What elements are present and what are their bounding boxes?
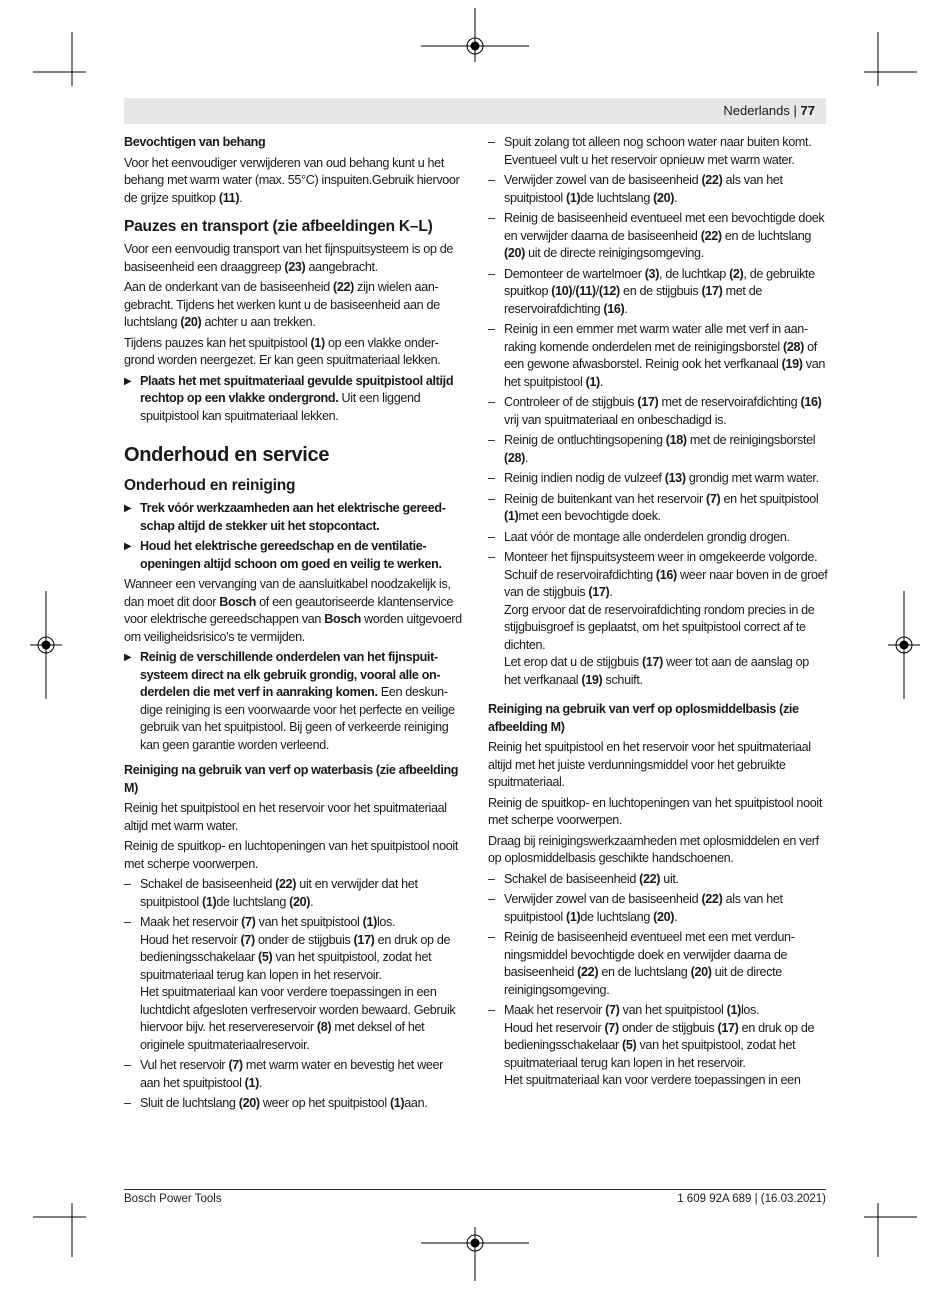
heading-behang: Bevochtigen van behang xyxy=(124,135,266,149)
list-item: – Verwijder zowel van de basiseenheid (22) als van het spuitpistool (1)de luchtslang (20). xyxy=(488,173,783,205)
heading-waterbasis: Reiniging na gebruik van verf op waterbasis (zie afbeelding M) xyxy=(124,763,459,795)
heading-oplosmiddelbasis: Reiniging na gebruik van verf op oplosmiddelbasis (zie afbeelding M) xyxy=(488,702,799,734)
arrow-icon: ▶ xyxy=(124,503,132,514)
paragraph-behang: Voor het eenvoudiger verwijderen van oud behang kunt u het behang met warm water (max. 55°C) inspuiten.Gebruik hiervoor de grijze spuitkop (11). xyxy=(124,155,460,205)
list-item: – Laat vóór de montage alle onderdelen grondig drogen. xyxy=(488,529,790,544)
arrow-icon: ▶ xyxy=(124,375,132,387)
list-item: – Controleer of de stijgbuis (17) met de reservoirafdichting (16) vrij van spuitmateriaal en onbeschadigd is. xyxy=(488,395,822,427)
list-item: – Spuit zolang tot alleen nog schoon water naar buiten komt. Eventueel vult u het reservoir opnieuw met warm water. xyxy=(488,135,812,167)
footer-brand: Bosch Power Tools xyxy=(124,1193,222,1205)
heading-pauzes: Pauzes en transport (zie afbeeldingen K–L) xyxy=(124,218,433,235)
paragraph-vervanging: Wanneer een vervanging van de aansluitkabel noodzakelijk is, dan moet dit door Bosch of een geautoriseerde klantenservice voor elektrische gereedschappen van Bosch worden uitgevoerd om veiligheidsrisico's te vermijden. xyxy=(124,577,462,644)
warning-houd: ▶ Houd het elektrische gereedschap en de ventilatieopeningen altijd schoon om goed en veilig te werken. xyxy=(124,539,442,571)
list-item: – Reinig de basiseenheid eventueel met een bevochtigde doek en verwijder daarna de basiseenheid (22) en de luchtslang (20) uit de directe reinigingsomgeving. xyxy=(488,211,825,260)
list-item: – Schakel de basiseenheid (22) uit en verwijder dat het spuitpistool (1)de luchtslang (20). xyxy=(124,877,418,909)
paragraph-oplos-2: Reinig de spuitkop- en luchtopeningen van het spuitpistool nooit met scherpe voorwerpen. xyxy=(488,795,822,827)
list-item: – Maak het reservoir (7) van het spuitpistool (1)los. Houd het reservoir (7) onder de stijgbuis (17) en druk op de bedieningsschakelaar (5) van het spuitpistool, zodat het spuitmateriaal terug kan lopen in het reservoir. Het spuitmateriaal kan voor verdere toepassingen in een xyxy=(488,1003,815,1087)
list-item: – Vul het reservoir (7) met warm water en bevestig het weer aan het spuitpistool (1). xyxy=(124,1058,443,1090)
list-item: – Demonteer de wartelmoer (3), de luchtkap (2), de gebruikte spuitkop (10)/(11)/(12) en de stijgbuis (17) met de reservoirafdichting (16). xyxy=(488,266,815,316)
list-item: – Reinig indien nodig de vulzeef (13) grondig met warm water. xyxy=(488,471,819,485)
list-item: – Reinig de ontluchtingsopening (18) met de reinigingsborstel (28). xyxy=(488,433,816,465)
warning-trek: ▶ Trek vóór werkzaamheden aan het elektrische gereedschap altijd de stekker uit het stopcontact. xyxy=(124,501,446,533)
arrow-icon: ▶ xyxy=(124,652,132,663)
page-number: 77 xyxy=(800,103,815,118)
list-item: – Reinig de basiseenheid eventueel met een met verdunningsmiddel bevochtigde doek en verwijder daarna de basiseenheid (22) en de luchtslang (20) uit de directe reinigingsomgeving. xyxy=(488,930,795,997)
left-column xyxy=(124,134,464,1116)
list-item: – Sluit de luchtslang (20) weer op het spuitpistool (1)aan. xyxy=(124,1096,428,1110)
paragraph-water-2: Reinig de spuitkop- en luchtopeningen van het spuitpistool nooit met scherpe voorwerpen. xyxy=(124,839,458,871)
list-item: – Schakel de basiseenheid (22) uit. xyxy=(488,871,679,886)
warning-plaats: ▶ Plaats het met spuitmateriaal gevulde spuitpistool altijd rechtop op een vlakke ondergrond. Uit een liggend spuitpistool kan spuitmateriaal lekken. xyxy=(124,373,454,423)
header-language: Nederlands xyxy=(723,103,790,118)
heading-onderhoud-reiniging: Onderhoud en reiniging xyxy=(124,477,296,494)
list-item: – Maak het reservoir (7) van het spuitpistool (1)los. Houd het reservoir (7) onder de stijgbuis (17) en druk op de bedieningsschakelaar (5) van het spuitpistool, zodat het spuitmateriaal terug kan lopen in het reservoir. Het spuitmateriaal kan voor verdere toepassingen in een luchtdicht afgesloten verfreservoir worden bewaard. Gebruik hiervoor bijv. het reservereservoir (8) met deksel of het originele spuitmateriaalreservoir. xyxy=(124,915,456,1052)
footer-doc-number: 1 609 92A 689 | (16.03.2021) xyxy=(677,1193,826,1205)
paragraph-water-1: Reinig het spuitpistool en het reservoir voor het spuitmateriaal altijd met warm water. xyxy=(124,801,447,833)
page-header xyxy=(723,103,815,119)
paragraph-oplos-3: Draag bij reinigingswerkzaamheden met oplosmiddelen en verf op oplosmiddelbasis geschikte handschoenen. xyxy=(488,833,819,865)
footer-rule xyxy=(124,1189,826,1190)
heading-onderhoud-service: Onderhoud en service xyxy=(124,444,330,466)
warning-reinig: ▶ Reinig de verschillende onderdelen van het fijnspuitsysteem direct na elk gebruik grondig, vooral alle onderdelen die met verf in aanraking komen. Een deskundige reiniging is een voorwaarde voor het perfecte en veilige gebruik van het spuitpistool. Bij geen of verkeerde reiniging kan geen garantie worden verleend. xyxy=(124,650,455,752)
arrow-icon: ▶ xyxy=(124,541,132,552)
paragraph-pauzes-1: Voor een eenvoudig transport van het fijnspuitsysteem is op de basiseenheid een draaggreep (23) aangebracht. xyxy=(124,242,454,274)
paragraph-pauzes-2: Aan de onderkant van de basiseenheid (22) zijn wielen aangebracht. Tijdens het werken kunt u de basiseenheid aan de luchtslang (20) achter u aan trekken. xyxy=(124,280,440,329)
header-separator: | xyxy=(793,103,797,118)
right-column xyxy=(488,134,828,1093)
header-bar xyxy=(124,98,826,124)
list-item: – Verwijder zowel van de basiseenheid (22) als van het spuitpistool (1)de luchtslang (20). xyxy=(488,892,783,924)
list-item: – Reinig de buitenkant van het reservoir (7) en het spuitpistool (1)met een bevochtigde doek. xyxy=(488,491,819,523)
list-item: – Monteer het fijnspuitsysteem weer in omgekeerde volgorde. Schuif de reservoirafdichting (16) weer naar boven in de groef van de stijgbuis (17). Zorg ervoor dat de reservoirafdichting rondom precies in de stijgbuisgroef is geplaatst, om het spuitpistool correct af te dichten. Let erop dat u de stijgbuis (17) weer tot aan de aanslag op het verfkanaal (19) schuift. xyxy=(488,550,828,687)
paragraph-pauzes-3: Tijdens pauzes kan het spuitpistool (1) op een vlakke ondergrond worden neergezet. Er kan geen spuitmateriaal lekken. xyxy=(124,335,441,367)
list-item: – Reinig in een emmer met warm water alle met verf in aanraking komende onderdelen met de reinigingsborstel (28) of een gewone afwasborstel. Reinig ook het verfkanaal (19) van het spuitpistool (1). xyxy=(488,322,825,389)
paragraph-oplos-1: Reinig het spuitpistool en het reservoir voor het spuitmateriaal altijd met het juiste verdunningsmiddel voor het gebruikte spuitmateriaal. xyxy=(488,740,811,789)
